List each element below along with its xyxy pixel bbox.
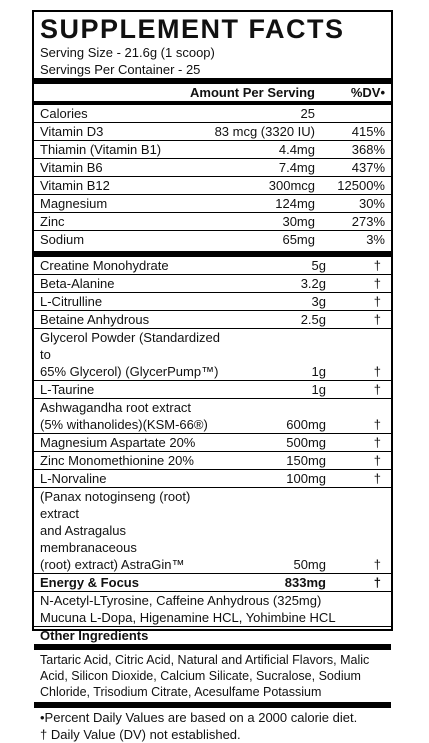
dv-header: %DV• (350, 85, 385, 100)
nutrient-name: Vitamin D3 (40, 124, 104, 139)
nutrient-amount: 65mg (282, 232, 315, 247)
nutrient-name: Sodium (40, 232, 85, 247)
ingredient-name-line: Glycerol Powder (Standardized to (40, 330, 220, 362)
ingredient-name (40, 311, 226, 328)
ingredient-name-line: 65% Glycerol) (GlycerPump™) (40, 364, 219, 379)
ingredient-name (40, 488, 226, 573)
ingredient-amount: 150mg (286, 453, 326, 468)
other-ingredients-line: Chloride, Trisodium Citrate, Acesulfame Potassium (40, 685, 322, 699)
nutrient-row (34, 123, 391, 140)
nutrient-name: Calories (40, 106, 88, 121)
ingredient-dv: † (373, 471, 381, 486)
ingredient-row (34, 257, 391, 274)
blend-contents (34, 592, 391, 626)
ingredient-table (34, 257, 391, 573)
nutrient-row (34, 141, 391, 158)
footnotes (34, 708, 391, 743)
ingredient-name (40, 329, 226, 380)
ingredient-dv: † (373, 312, 381, 327)
ingredient-name (40, 257, 226, 274)
nutrient-name: Magnesium (40, 196, 108, 211)
ingredient-name-line: L-Norvaline (40, 471, 107, 486)
ingredient-name-line: Beta-Alanine (40, 276, 115, 291)
ingredient-row (34, 311, 391, 328)
nutrient-row (34, 231, 391, 248)
nutrient-dv: 30% (358, 196, 385, 211)
nutrient-amount: 7.4mg (278, 160, 315, 175)
ingredient-dv: † (373, 417, 381, 432)
ingredient-name (40, 434, 226, 451)
ingredient-row (34, 381, 391, 398)
ingredient-amount: 100mg (286, 471, 326, 486)
ingredient-dv: † (373, 435, 381, 450)
other-ingredients-title: Other Ingredients (40, 628, 149, 643)
ingredient-name-line: (Panax notoginseng (root) extract (40, 489, 191, 521)
ingredient-name-line: and Astragalus membranaceous (40, 523, 137, 555)
blend-row (34, 574, 391, 591)
nutrient-dv: 368% (351, 142, 385, 157)
ingredient-name (40, 381, 226, 398)
ingredient-row (34, 275, 391, 292)
ingredient-dv: † (373, 294, 381, 309)
label-title: SUPPLEMENT FACTS (40, 14, 345, 44)
other-ingredients-text (34, 650, 391, 700)
nutrient-name: Thiamin (Vitamin B1) (40, 142, 162, 157)
servings-per-container: Servings Per Container - 25 (40, 62, 201, 77)
ingredient-row (34, 293, 391, 310)
nutrient-amount: 300mcg (268, 178, 315, 193)
nutrient-dv: 273% (351, 214, 385, 229)
ingredient-dv: † (373, 364, 381, 379)
ingredient-amount: 600mg (286, 417, 326, 432)
ingredient-dv: † (373, 453, 381, 468)
blend-amount: 833mg (284, 575, 326, 590)
column-header-row (34, 84, 391, 101)
amount-header: Amount Per Serving (190, 85, 315, 100)
supplement-facts-label (32, 10, 393, 742)
nutrient-dv: 415% (351, 124, 385, 139)
ingredient-amount: 1g (311, 382, 326, 397)
nutrient-name: Zinc (40, 214, 65, 229)
ingredient-amount: 500mg (286, 435, 326, 450)
nutrient-table (34, 101, 391, 248)
ingredient-dv: † (373, 258, 381, 273)
ingredient-amount: 5g (311, 258, 326, 273)
ingredient-row (34, 434, 391, 451)
ingredient-name-line: Magnesium Aspartate 20% (40, 435, 196, 450)
nutrient-row (34, 159, 391, 176)
nutrient-amount: 4.4mg (278, 142, 315, 157)
ingredient-name-line: Creatine Monohydrate (40, 258, 169, 273)
serving-size: Serving Size - 21.6g (1 scoop) (40, 45, 215, 60)
ingredient-amount: 2.5g (300, 312, 326, 327)
ingredient-name-line: Zinc Monomethionine 20% (40, 453, 194, 468)
nutrient-row (34, 105, 391, 122)
ingredient-name-line: (root) extract) AstraGin™ (40, 557, 185, 572)
ingredient-name (40, 275, 226, 292)
ingredient-name-line: Ashwagandha root extract (40, 400, 192, 415)
ingredient-row (34, 329, 391, 380)
nutrient-row (34, 213, 391, 230)
nutrient-name: Vitamin B12 (40, 178, 110, 193)
ingredient-dv: † (373, 382, 381, 397)
nutrient-dv: 12500% (337, 178, 385, 193)
blend-contents-line: N-Acetyl-LTyrosine, Caffeine Anhydrous (325mg) (40, 593, 322, 608)
blend-dv: † (373, 575, 381, 590)
other-ingredients-line: Tartaric Acid, Citric Acid, Natural and Artificial Flavors, Malic (40, 653, 370, 667)
nutrient-name: Vitamin B6 (40, 160, 103, 175)
ingredient-amount: 50mg (293, 557, 326, 572)
ingredient-row (34, 399, 391, 433)
ingredient-name (40, 470, 226, 487)
nutrient-dv: 437% (351, 160, 385, 175)
nutrient-dv: 3% (366, 232, 385, 247)
footnote-line: •Percent Daily Values are based on a 2000 calorie diet. (40, 710, 358, 725)
ingredient-name-line: Betaine Anhydrous (40, 312, 150, 327)
nutrient-amount: 83 mcg (3320 IU) (214, 124, 315, 139)
ingredient-amount: 3g (311, 294, 326, 309)
blend-contents-line: Mucuna L-Dopa, Higenamine HCL, Yohimbine HCL (40, 610, 336, 625)
ingredient-dv: † (373, 276, 381, 291)
ingredient-name-line: L-Citrulline (40, 294, 103, 309)
ingredient-amount: 1g (311, 364, 326, 379)
nutrient-amount: 25 (300, 106, 315, 121)
ingredient-amount: 3.2g (300, 276, 326, 291)
ingredient-name (40, 452, 226, 469)
nutrient-amount: 30mg (282, 214, 315, 229)
ingredient-name (40, 293, 226, 310)
ingredient-row (34, 452, 391, 469)
nutrient-amount: 124mg (275, 196, 315, 211)
nutrient-row (34, 195, 391, 212)
ingredient-name-line: (5% withanolides)(KSM-66®) (40, 417, 208, 432)
other-ingredients-line: Acid, Silicon Dioxide, Calcium Silicate, Sucralose, Sodium (40, 669, 361, 683)
nutrient-row (34, 177, 391, 194)
ingredient-name-line: L-Taurine (40, 382, 95, 397)
ingredient-row (34, 470, 391, 487)
footnote-line: † Daily Value (DV) not established. (40, 727, 241, 742)
blend-name: Energy & Focus (40, 575, 139, 590)
ingredient-dv: † (373, 557, 381, 572)
ingredient-name (40, 399, 226, 433)
ingredient-row (34, 488, 391, 573)
